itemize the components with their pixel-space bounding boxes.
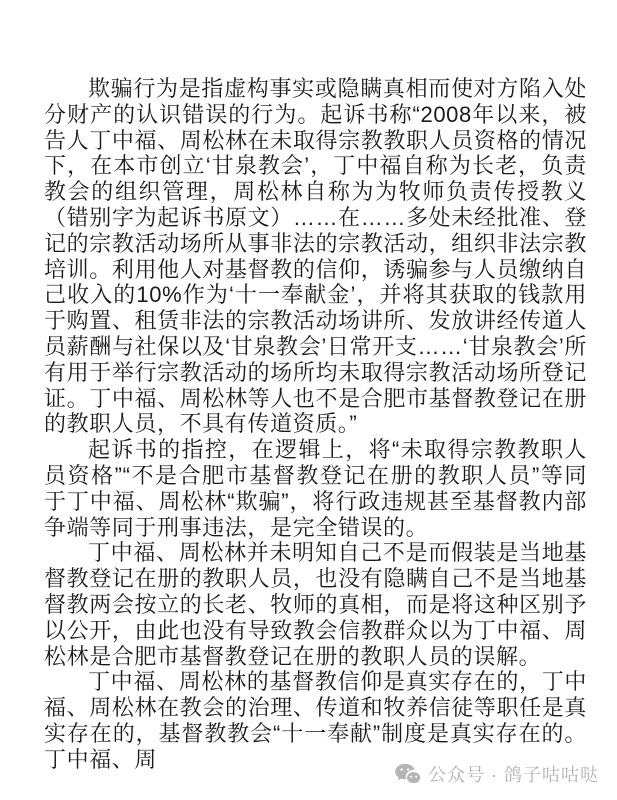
footer-label: 公众号 · 鸽子咕咕哒 bbox=[428, 765, 599, 785]
footer-watermark bbox=[395, 761, 599, 787]
paragraph-3: 丁中福、周松林并未明知自己不是而假装是当地基督教登记在册的教职人员，也没有隐瞒自己不是当地基督教两会按立的长老、牧师的真相，而是将这种区别予以公开，由此也没有导致教会信教群众以为丁中福、周松林是合肥市基督教登记在册的教职人员的误解。 bbox=[44, 540, 587, 669]
paragraph-1: 欺骗行为是指虚构事实或隐瞒真相而使对方陷入处分财产的认识错误的行为。起诉书称“2008年以来，被告人丁中福、周松林在未取得宗教教职人员资格的情况下，在本市创立‘甘泉教会’，丁中福自称为长老，负责教会的组织管理，周松林自称为为牧师负责传授教义（错别字为起诉书原文）……在……多处未经批准、登记的宗教活动场所从事非法的宗教活动，组织非法宗教培训。利用他人对基督教的信仰，诱骗参与人员缴纳自己收入的10%作为‘十一奉献金’，并将其获取的钱款用于购置、租赁非法的宗教活动场讲所、发放讲经传道人员薪酬与社保以及‘甘泉教会’日常开支……‘甘泉教会’所有用于举行宗教活动的场所均未取得宗教活动场所登记证。丁中福、周松林等人也不是合肥市基督教登记在册的教职人员，不具有传道资质。” bbox=[44, 76, 587, 437]
paragraph-2: 起诉书的指控，在逻辑上，将“未取得宗教教职人员资格”“不是合肥市基督教登记在册的教职人员”等同于丁中福、周松林“欺骗”，将行政违规甚至基督教内部争端等同于刑事违法，是完全错误的。 bbox=[44, 437, 587, 540]
paragraph-4: 丁中福、周松林的基督教信仰是真实存在的，丁中福、周松林在教会的治理、传道和牧养信徒等职任是真实存在的，基督教教会“十一奉献”制度是真实存在的。丁中福、周 bbox=[44, 669, 587, 772]
article-body bbox=[44, 76, 587, 773]
wechat-icon bbox=[395, 763, 421, 786]
